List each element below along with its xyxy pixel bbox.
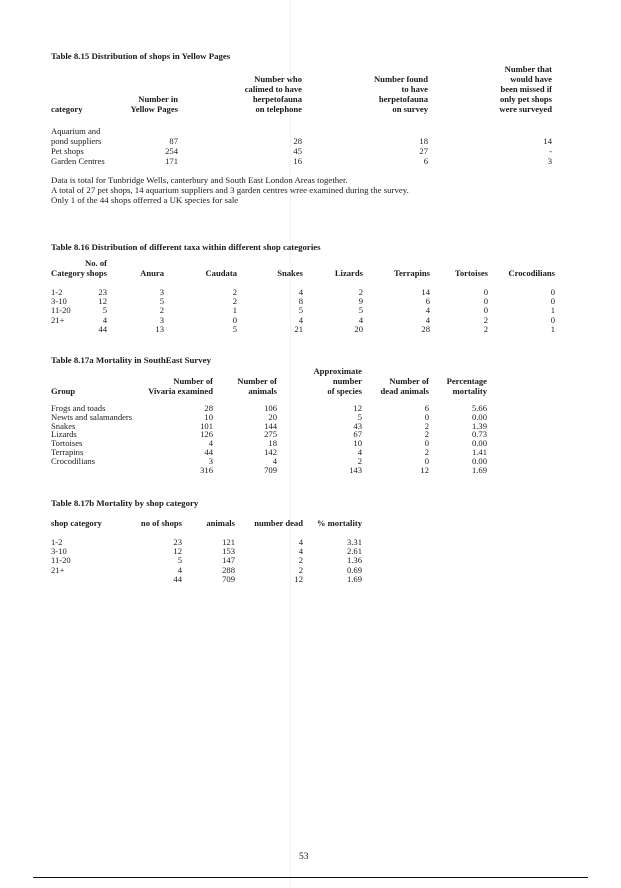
table-cell: 5.66: [471, 403, 487, 413]
table-cell: 3: [159, 314, 164, 325]
header-line: would have: [510, 74, 552, 84]
table-cell: 101: [200, 420, 213, 431]
header-line: % mortality: [316, 518, 362, 528]
header-line: Snakes: [277, 268, 303, 278]
header-line: Category: [51, 268, 85, 278]
table-cell: 87: [169, 136, 178, 146]
table-cell: 12: [353, 403, 362, 413]
table-cell: 144: [264, 420, 277, 431]
table-816-header: [67, 258, 107, 278]
table-cell: 0.69: [346, 564, 362, 575]
table-cell: 288: [222, 564, 235, 575]
table-cell: 2: [358, 287, 363, 297]
table-817a-header: [217, 376, 277, 396]
t815-header-found: [340, 74, 428, 114]
table-cell: 12: [420, 464, 429, 475]
table-cell: 2: [424, 447, 429, 457]
table-cell: 28: [293, 136, 302, 146]
header-line: Group: [51, 386, 76, 396]
table-cell: 8: [298, 296, 303, 307]
table-cell: 0: [550, 314, 555, 325]
table-cell: 5: [357, 411, 362, 422]
table-cell: 2: [159, 305, 164, 316]
table-817a-header: [427, 376, 487, 396]
header-line: of species: [327, 386, 362, 396]
table-816-header: [313, 268, 363, 278]
header-line: Number in: [138, 94, 178, 104]
header-line: been missed if: [500, 84, 552, 94]
footer-rule: [33, 877, 588, 878]
table-cell: 14: [543, 136, 552, 146]
table-cell: Lizards: [51, 429, 77, 440]
header-line: Tortoises: [454, 268, 488, 278]
table-cell: 5: [232, 323, 237, 334]
header-line: shop category: [51, 518, 102, 528]
table-cell: 12: [98, 296, 107, 307]
table-817a-header: [113, 376, 213, 396]
table-cell: 12: [294, 573, 303, 584]
table-cell: 709: [264, 464, 277, 475]
category-line: Aquarium and: [51, 126, 101, 136]
table-cell: 0: [550, 287, 555, 297]
table-cell: 43: [353, 420, 362, 431]
table-cell: 10: [204, 411, 213, 422]
table-cell: 0.73: [471, 429, 487, 440]
header-line: number: [332, 376, 362, 386]
table-cell: Terrapins: [51, 447, 84, 457]
header-line: calimed to have: [244, 84, 302, 94]
t815-header-category: category: [51, 104, 83, 114]
table-cell: 0.00: [471, 411, 487, 422]
page-number: 53: [299, 852, 309, 862]
table-cell: 14: [421, 287, 430, 297]
table-cell: 2: [298, 555, 303, 566]
header-line: no of shops: [140, 518, 182, 528]
table-cell: 13: [155, 323, 164, 334]
table-cell: 171: [165, 156, 178, 166]
table-cell: 2: [232, 287, 237, 297]
table-cell: 6: [423, 156, 428, 166]
table-cell: 1.69: [346, 573, 362, 584]
header-line: on telephone: [255, 104, 302, 114]
table-817b-header: [112, 518, 182, 528]
table-cell: 1: [232, 305, 237, 316]
header-line: only pet shops: [499, 94, 552, 104]
table-8-17b-title: Table 8.17b Mortality by shop category: [51, 498, 199, 508]
category-line: pond suppliers: [51, 136, 102, 146]
t815-row-category: [51, 126, 105, 166]
table-816-header: [433, 268, 488, 278]
table-cell: 5: [102, 305, 107, 316]
table-817b-header: [243, 518, 303, 528]
table-cell: Snakes: [51, 420, 76, 431]
header-line: Terrapins: [394, 268, 430, 278]
header-line: shops: [86, 268, 107, 278]
table-cell: 143: [349, 464, 362, 475]
table-cell: 5: [298, 305, 303, 316]
t815-header-yellow-pages: [100, 94, 178, 114]
header-line: number dead: [254, 518, 303, 528]
table-cell: 0: [483, 287, 488, 297]
table-816-header: [490, 268, 555, 278]
table-cell: 2: [424, 420, 429, 431]
table-cell: 1: [550, 323, 555, 334]
table-8-17a-title: Table 8.17a Mortality in SouthEast Survey: [51, 355, 211, 365]
table-cell: 1-2: [51, 537, 63, 547]
category-line: Garden Centres: [51, 156, 105, 166]
table-cell: 2: [483, 323, 488, 334]
header-line: Percentage: [446, 376, 487, 386]
table-cell: 16: [293, 156, 302, 166]
table-cell: 2: [232, 296, 237, 307]
table-cell: 1-2: [51, 287, 63, 297]
table-cell: Newts and salamanders: [51, 411, 133, 422]
header-line: animals: [206, 518, 235, 528]
t815-header-claimed: [220, 74, 302, 114]
table-cell: 254: [165, 146, 178, 156]
table-cell: -: [549, 146, 552, 156]
table-cell: 44: [204, 447, 213, 457]
table-cell: 28: [421, 323, 430, 334]
header-line: animals: [248, 386, 277, 396]
table-cell: 6: [424, 403, 429, 413]
table-cell: 28: [204, 403, 213, 413]
t815-col-found: [388, 136, 428, 166]
table-cell: 21: [294, 323, 303, 334]
table-cell: 121: [222, 537, 235, 547]
table-cell: 3.31: [346, 537, 362, 547]
table-cell: 0: [424, 438, 429, 449]
table-cell: 4: [298, 537, 303, 547]
table-cell: 275: [264, 429, 277, 440]
table-cell: 5: [358, 305, 363, 316]
table-cell: 44: [173, 573, 182, 584]
table-cell: 1.36: [346, 555, 362, 566]
table-cell: 45: [293, 146, 302, 156]
header-line: on survey: [392, 104, 428, 114]
header-line: Number of: [389, 376, 429, 386]
table-8-16-title: Table 8.16 Distribution of different taxa within different shop categories: [51, 242, 321, 252]
table-cell: 18: [268, 438, 277, 449]
table-cell: 6: [425, 296, 430, 307]
table-cell: 4: [298, 546, 303, 557]
table-cell: 5: [159, 296, 164, 307]
table-cell: 2: [357, 455, 362, 466]
table-817a-header: [359, 376, 429, 396]
table-cell: 4: [272, 455, 277, 466]
note-line: A total of 27 pet shops, 14 aquarium suppliers and 3 garden centres wree examined during the survey.: [51, 185, 409, 195]
table-cell: 23: [98, 287, 107, 297]
table-cell: 20: [354, 323, 363, 334]
table-cell: 4: [298, 287, 303, 297]
table-cell: 126: [200, 429, 213, 440]
table-cell: 3-10: [51, 296, 67, 307]
table-cell: 0: [483, 296, 488, 307]
table-cell: 2.61: [346, 546, 362, 557]
table-cell: 0: [232, 314, 237, 325]
table-cell: 0.00: [471, 438, 487, 449]
header-line: Number found: [373, 74, 428, 84]
header-line: No. of: [85, 258, 107, 268]
table-cell: 4: [358, 314, 363, 325]
table-cell: 11-20: [51, 555, 71, 566]
header-line: mortality: [452, 386, 487, 396]
table-cell: 0: [424, 411, 429, 422]
table-cell: 21+: [51, 314, 65, 325]
table-cell: 2: [424, 429, 429, 440]
table-cell: 3: [159, 287, 164, 297]
table-816-header: [124, 268, 164, 278]
table-cell: 27: [419, 146, 428, 156]
table-cell: 1.39: [471, 420, 487, 431]
table-cell: 4: [425, 314, 430, 325]
table-cell: 3-10: [51, 546, 67, 557]
table-cell: 4: [102, 314, 107, 325]
table-cell: 3: [208, 455, 213, 466]
header-line: Crocodilians: [508, 268, 555, 278]
header-line: Yellow Pages: [130, 104, 178, 114]
t815-notes: [51, 175, 409, 205]
header-line: to have: [401, 84, 428, 94]
table-cell: Crocodilians: [51, 455, 95, 466]
table-cell: 4: [208, 438, 213, 449]
table-817a-header: [292, 366, 362, 396]
header-line: were surveyed: [499, 104, 552, 114]
table-cell: 106: [264, 403, 277, 413]
table-cell: 5: [177, 555, 182, 566]
table-cell: 709: [222, 573, 235, 584]
category-line: Pet shops: [51, 146, 84, 156]
table-cell: 44: [98, 323, 107, 334]
note-line: Data is total for Tunbridge Wells, canterbury and South East London Areas together.: [51, 175, 348, 185]
table-cell: 23: [173, 537, 182, 547]
t815-col-missed: [520, 136, 552, 166]
table-cell: 147: [222, 555, 235, 566]
table-cell: 153: [222, 546, 235, 557]
table-816-header: [375, 268, 430, 278]
table-cell: Tortoises: [51, 438, 83, 449]
table-cell: 4: [298, 314, 303, 325]
header-line: Number that: [504, 64, 552, 74]
table-cell: 316: [200, 464, 213, 475]
table-cell: 1.41: [471, 447, 487, 457]
table-cell: 3: [547, 156, 552, 166]
header-line: Anura: [140, 268, 164, 278]
table-cell: 142: [264, 447, 277, 457]
header-line: Vivaria examined: [148, 386, 213, 396]
table-816-header: [187, 268, 237, 278]
table-cell: 0: [483, 305, 488, 316]
table-cell: 18: [419, 136, 428, 146]
table-cell: 9: [358, 296, 363, 307]
scan-fold-shadow: [290, 0, 291, 888]
table-cell: 1.69: [471, 464, 487, 475]
header-line: Number of: [173, 376, 213, 386]
table-cell: 20: [268, 411, 277, 422]
table-cell: 0: [550, 296, 555, 307]
table-8-15-title: Table 8.15 Distribution of shops in Yellow Pages: [51, 51, 231, 61]
note-line: Only 1 of the 44 shops offerred a UK species for sale: [51, 195, 239, 205]
table-cell: Frogs and toads: [51, 403, 106, 413]
header-line: Number who: [254, 74, 302, 84]
header-line: Caudata: [205, 268, 237, 278]
header-line: herpetofauna: [378, 94, 428, 104]
table-cell: 67: [353, 429, 362, 440]
t815-col-claimed: [262, 136, 302, 166]
table-cell: 4: [177, 564, 182, 575]
t815-col-yellow-pages: [140, 136, 178, 166]
table-817b-header: [185, 518, 235, 528]
table-cell: 1: [550, 305, 555, 316]
table-cell: 2: [298, 564, 303, 575]
header-line: Lizards: [334, 268, 363, 278]
table-cell: 12: [173, 546, 182, 557]
table-cell: 11-20: [51, 305, 71, 316]
table-cell: 0.00: [471, 455, 487, 466]
table-cell: 21+: [51, 564, 65, 575]
table-cell: 2: [483, 314, 488, 325]
header-line: Number of: [237, 376, 277, 386]
header-line: dead animals: [380, 386, 429, 396]
table-cell: 4: [357, 447, 362, 457]
table-cell: 4: [425, 305, 430, 316]
table-817b-header: [307, 518, 362, 528]
t815-header-missed: [490, 64, 552, 114]
table-cell: 10: [353, 438, 362, 449]
header-line: Approximate: [313, 366, 362, 376]
table-816-header: [253, 268, 303, 278]
header-line: herpetofauna: [252, 94, 302, 104]
table-cell: 0: [424, 455, 429, 466]
